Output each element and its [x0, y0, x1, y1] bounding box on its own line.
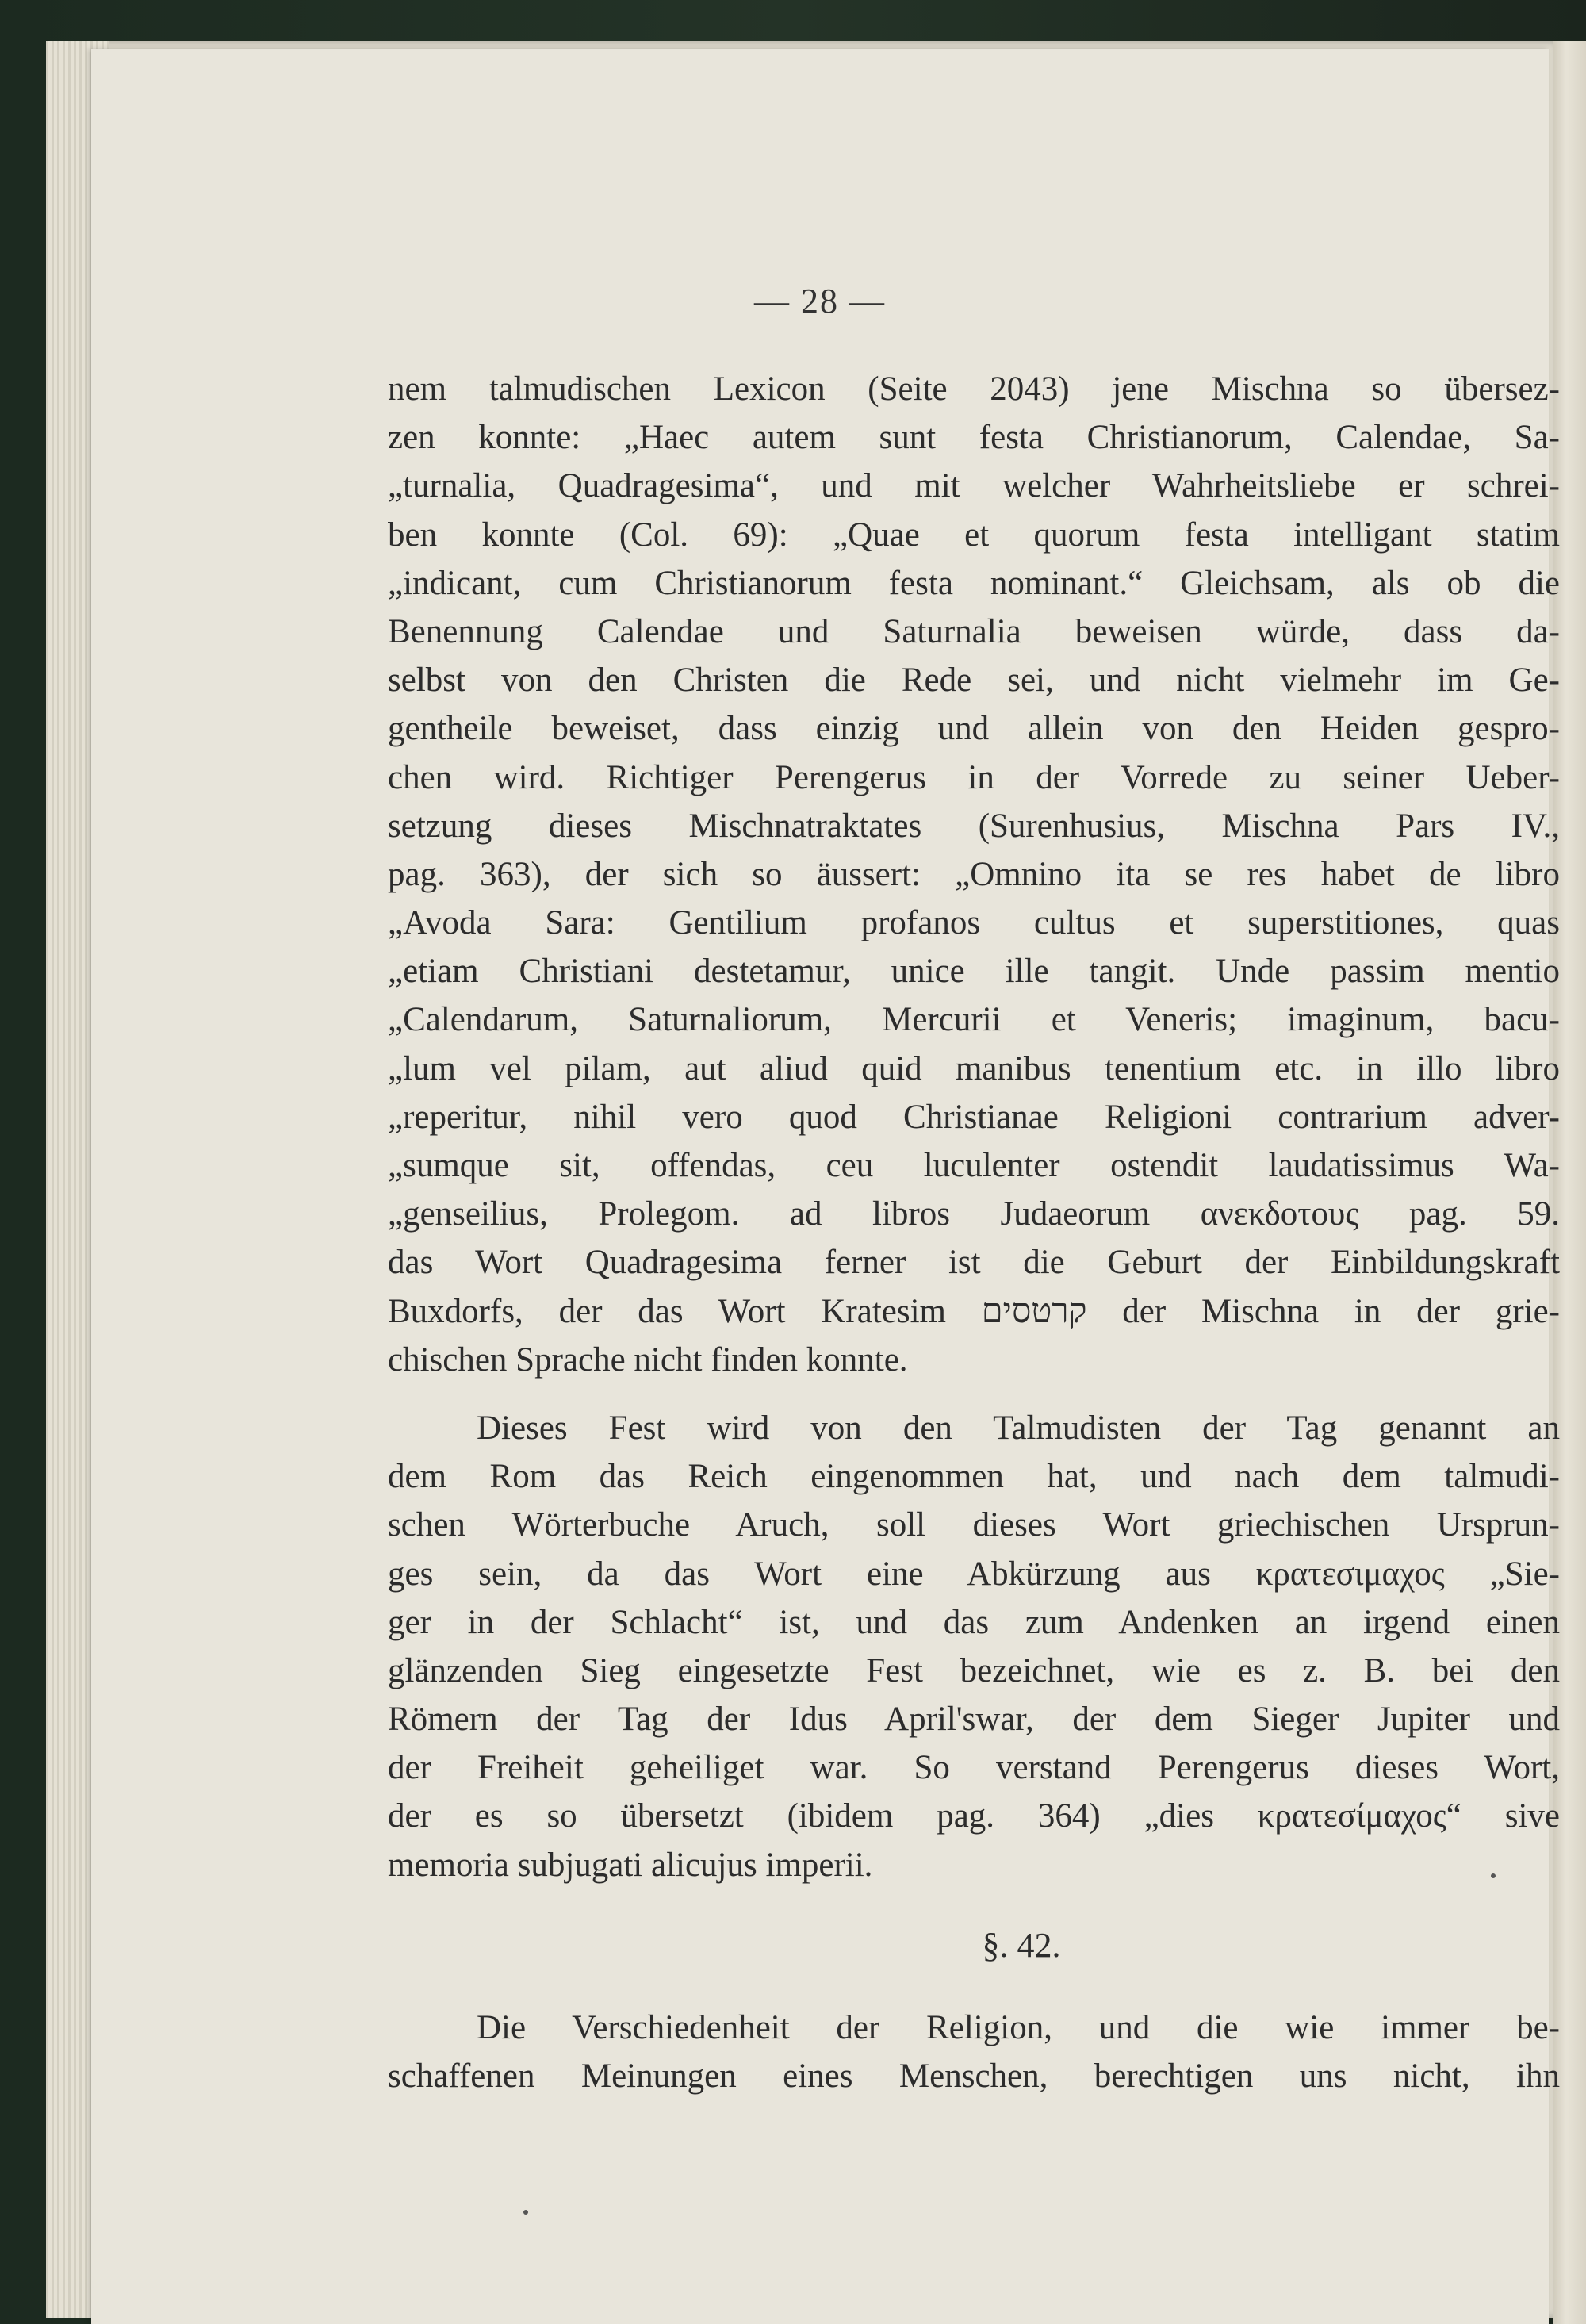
page-number: — 28 —	[754, 282, 886, 320]
text-line: Buxdorfs, der das Wort Kratesim קרטסים der Mischna in der grie-	[388, 1292, 1561, 1330]
text-line: dem Rom das Reich eingenommen hat, und nach dem talmudi-	[388, 1458, 1560, 1496]
text-line: chen wird. Richtiger Perengerus in der Vorrede zu seiner Ueber-	[388, 758, 1560, 796]
text-line: memoria subjugati alicujus imperii.	[388, 1846, 873, 1884]
text-line: „Avoda Sara: Gentilium profanos cultus et superstitiones, quas	[388, 904, 1560, 942]
text-line: ben konnte (Col. 69): „Quae et quorum festa intelligant statim	[388, 516, 1560, 554]
text-line: „indicant, cum Christianorum festa nominant.“ Gleichsam, als ob die	[388, 564, 1560, 602]
text-line: nem talmudischen Lexicon (Seite 2043) jene Mischna so übersez-	[388, 370, 1560, 408]
text-line: der es so übersetzt (ibidem pag. 364) „dies κρατεσίμαχος“ sive	[388, 1797, 1560, 1835]
text-line: selbst von den Christen die Rede sei, und nicht vielmehr im Ge-	[388, 662, 1560, 700]
section-heading: §. 42.	[982, 1925, 1061, 1965]
text-line: ger in der Schlacht“ ist, und das zum Andenken an irgend einen	[388, 1603, 1560, 1641]
text-line: Römern der Tag der Idus April'swar, der dem Sieger Jupiter und	[388, 1701, 1560, 1739]
text-line: glänzenden Sieg eingesetzte Fest bezeichnet, wie es z. B. bei den	[388, 1651, 1560, 1689]
text-line: „turnalia, Quadragesima“, und mit welcher Wahrheitsliebe er schrei-	[388, 467, 1560, 505]
text-line: chischen Sprache nicht finden konnte.	[388, 1340, 908, 1379]
text-line: das Wort Quadragesima ferner ist die Geburt der Einbildungskraft	[388, 1244, 1560, 1282]
paragraph-continuation	[388, 365, 1560, 1384]
text-line: ges sein, da das Wort eine Abkürzung aus κρατεσιμαχος „Sie-	[388, 1555, 1560, 1593]
text-line: gentheile beweiset, dass einzig und allein von den Heiden gespro-	[388, 710, 1560, 748]
text-line: setzung dieses Mischnatraktates (Surenhusius, Mischna Pars IV.,	[388, 807, 1560, 845]
text-line: „reperitur, nihil vero quod Christianae Religioni contrarium adver-	[388, 1098, 1560, 1136]
paper-speck	[523, 2210, 528, 2215]
text-line: der Freiheit geheiliget war. So verstand Perengerus dieses Wort,	[388, 1749, 1560, 1787]
text-line: schaffenen Meinungen eines Menschen, berechtigen uns nicht, ihn	[388, 2057, 1560, 2095]
text-line: „etiam Christiani destetamur, unice ille tangit. Unde passim mentio	[388, 953, 1560, 991]
text-line: Benennung Calendae und Saturnalia beweisen würde, dass da-	[388, 612, 1560, 650]
text-line: schen Wörterbuche Aruch, soll dieses Wort griechischen Ursprun-	[388, 1506, 1560, 1544]
text-line: „sumque sit, offendas, ceu luculenter ostendit laudatissimus Wa-	[388, 1147, 1560, 1184]
page-text	[388, 365, 1560, 2100]
text-line: „genseilius, Prolegom. ad libros Judaeorum ανεκδοτους pag. 59.	[388, 1195, 1560, 1233]
text-line: pag. 363), der sich so äussert: „Omnino ita se res habet de libro	[388, 855, 1560, 893]
book-page	[91, 49, 1561, 2324]
text-line: Die Verschiedenheit der Religion, und die wie immer be-	[477, 2008, 1560, 2046]
paragraph-section	[388, 2004, 1560, 2100]
text-line: zen konnte: „Haec autem sunt festa Christianorum, Calendae, Sa-	[388, 419, 1560, 457]
paper-speck	[1491, 1873, 1496, 1878]
text-line: „Calendarum, Saturnaliorum, Mercurii et Veneris; imaginum, bacu-	[388, 1001, 1560, 1039]
text-line: „lum vel pilam, aut aliud quid manibus tenentium etc. in illo libro	[388, 1049, 1560, 1087]
paragraph-fest	[388, 1404, 1560, 1889]
text-line: Dieses Fest wird von den Talmudisten der Tag genannt an	[477, 1409, 1560, 1447]
